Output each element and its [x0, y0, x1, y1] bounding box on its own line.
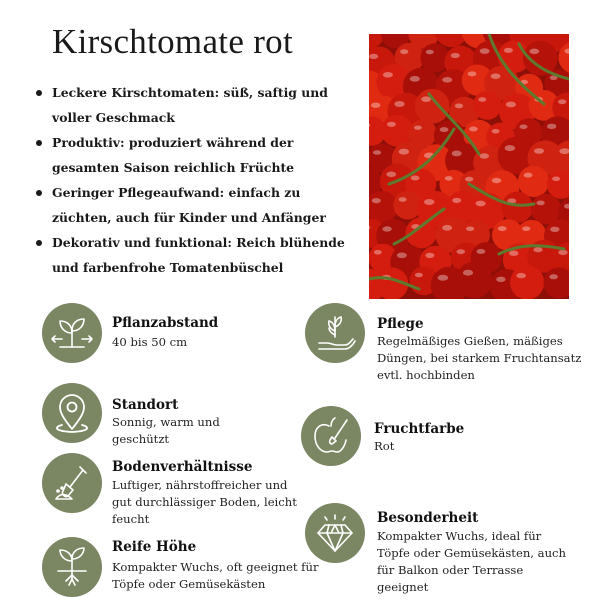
feature-description: Kompakter Wuchs, ideal für Töpfe oder Gemüsekästen, auch für Balkon oder Terrasse geeignet	[377, 529, 566, 594]
tomato-highlight	[549, 274, 558, 279]
diamond-icon	[305, 503, 365, 563]
page-title: Kirschtomate rot	[52, 22, 293, 61]
tomato-highlight	[415, 273, 423, 278]
tomato-highlight	[424, 199, 434, 205]
tomato-highlight	[552, 177, 560, 182]
tomato-highlight	[491, 73, 501, 79]
benefit-item: Produktiv: produziert während der gesamten Saison reichlich Früchte	[36, 130, 358, 180]
tomato-highlight	[369, 54, 378, 59]
feature-description: Regelmäßiges Gießen, mäßiges Düngen, bei starkem Fruchtansatz evtl. hochbinden	[377, 334, 582, 382]
tomato-shape	[531, 194, 561, 224]
tomato-highlight	[455, 104, 463, 109]
apple-brush-icon	[301, 406, 361, 466]
tomato-highlight	[534, 148, 544, 154]
tomato-highlight	[468, 71, 477, 76]
seedling-spacing-icon	[42, 303, 102, 363]
tomato-highlight	[509, 251, 518, 256]
benefit-item: Dekorativ und funktional: Reich blühende und farbenfrohe Tomatenbüschel	[36, 230, 358, 280]
tomato-highlight	[371, 103, 380, 108]
tomato-highlight	[442, 77, 452, 83]
feature-standort	[42, 383, 342, 445]
tomato-highlight	[466, 227, 474, 232]
feature-description: 40 bis 50 cm	[112, 335, 188, 349]
tomato-shape	[456, 262, 492, 298]
tomato-highlight	[536, 201, 544, 206]
tomato-highlight	[516, 273, 526, 278]
tomato-highlight	[410, 76, 420, 82]
tomato-highlight	[480, 48, 490, 54]
feature-description: Rot	[374, 439, 395, 453]
sprout-roots-icon	[42, 537, 102, 597]
cherry-tomatoes-image	[369, 34, 569, 299]
feature-reife-hoehe	[42, 537, 342, 599]
feature-besonderheit	[305, 503, 605, 599]
tomato-highlight	[387, 122, 396, 127]
tomato-highlight	[478, 97, 486, 102]
tomato-highlight	[421, 96, 431, 102]
tomato-highlight	[440, 127, 449, 132]
benefit-item: Leckere Kirschtomaten: süß, saftig und voller Geschmack	[36, 80, 358, 130]
tomato-highlight	[476, 201, 486, 207]
tomato-highlight	[492, 178, 502, 183]
tomato-highlight	[457, 249, 466, 254]
tomato-highlight	[374, 250, 382, 255]
tomato-highlight	[505, 145, 516, 151]
tomato-highlight	[506, 102, 516, 108]
tomato-highlight	[492, 129, 500, 134]
tomato-highlight	[496, 277, 505, 282]
tomato-highlight	[558, 250, 567, 255]
tomato-highlight	[445, 176, 453, 181]
tomato-highlight	[452, 151, 462, 157]
hand-plant-icon	[305, 303, 365, 363]
feature-pflanzabstand	[42, 303, 342, 365]
feature-title: Bodenverhältnisse	[112, 459, 253, 475]
tomato-highlight	[383, 72, 393, 78]
tomato-highlight	[498, 226, 507, 231]
feature-description: Sonnig, warm und geschützt	[112, 415, 220, 446]
tomato-highlight	[477, 249, 486, 254]
feature-title: Pflanzabstand	[112, 315, 219, 331]
feature-bodenverhaeltnisse	[42, 453, 342, 527]
tomato-highlight	[399, 149, 409, 155]
tomato-highlight	[524, 173, 533, 178]
tomato-highlight	[558, 99, 566, 104]
tomato-shape	[473, 91, 502, 120]
tomato-highlight	[469, 127, 478, 132]
location-pin-icon	[42, 383, 102, 443]
feature-description: Kompakter Wuchs, oft geeignet für Töpfe oder Gemüsekästen	[112, 560, 319, 591]
feature-title: Reife Höhe	[112, 539, 197, 555]
tomato-highlight	[452, 198, 461, 203]
tomato-highlight	[533, 247, 542, 252]
tomato-highlight	[529, 49, 539, 55]
feature-fruchtfarbe	[301, 406, 601, 468]
tomato-photo	[369, 34, 569, 299]
feature-pflege	[305, 303, 605, 383]
tomato-shape	[510, 265, 544, 299]
tomato-shape	[420, 43, 449, 72]
tomato-shape	[518, 166, 549, 197]
tomato-highlight	[480, 153, 490, 158]
tomato-highlight	[425, 253, 434, 258]
tomato-highlight	[372, 198, 381, 203]
feature-title: Besonderheit	[377, 510, 479, 526]
tomato-highlight	[451, 53, 460, 58]
tomato-highlight	[442, 225, 452, 231]
tomato-highlight	[386, 172, 396, 178]
tomato-highlight	[463, 270, 473, 276]
tomato-highlight	[382, 226, 391, 231]
tomato-highlight	[438, 275, 449, 281]
tomato-shape	[415, 89, 450, 124]
tomato-highlight	[504, 48, 513, 53]
feature-title: Standort	[112, 397, 179, 413]
benefit-list	[36, 80, 358, 280]
tomato-highlight	[465, 177, 473, 182]
tomato-highlight	[399, 197, 407, 202]
tomato-highlight	[550, 227, 559, 232]
tomato-highlight	[426, 50, 434, 55]
tomato-highlight	[414, 126, 422, 130]
tomato-highlight	[394, 101, 404, 107]
tomato-highlight	[547, 124, 556, 129]
tomato-highlight	[397, 253, 407, 259]
benefit-item: Geringer Pflegeaufwand: einfach zu züchten, auch für Kinder und Anfänger	[36, 180, 358, 230]
tomato-shape	[502, 192, 533, 223]
feature-description: Luftiger, nährstoffreicher und gut durchlässiger Boden, leicht feucht	[112, 478, 297, 526]
shovel-soil-icon	[42, 453, 102, 513]
tomato-highlight	[520, 125, 528, 130]
tomato-highlight	[373, 150, 381, 155]
feature-title: Fruchtfarbe	[374, 421, 465, 437]
tomato-highlight	[411, 176, 420, 181]
tomato-highlight	[522, 226, 530, 231]
tomato-highlight	[400, 49, 408, 54]
feature-title: Pflege	[377, 316, 424, 332]
